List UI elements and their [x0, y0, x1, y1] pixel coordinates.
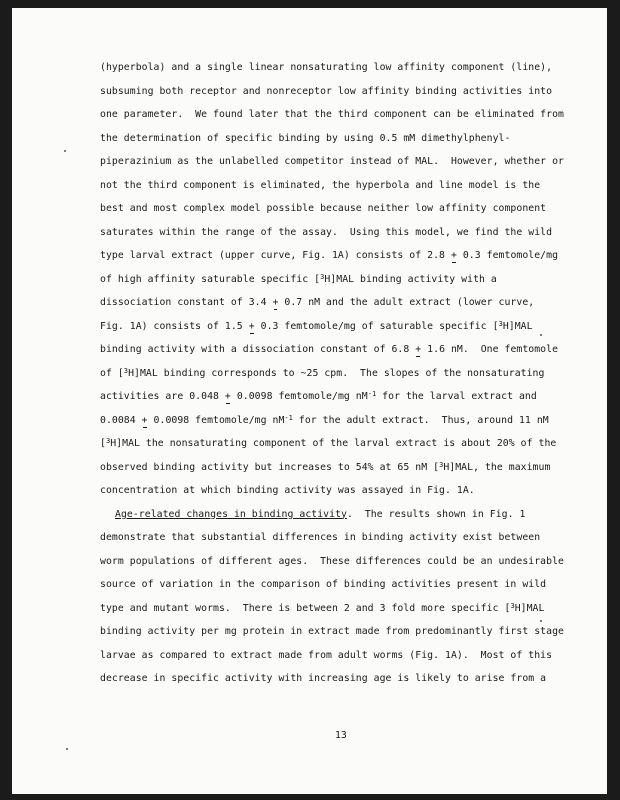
body-text-line: of high affinity saturable specific [$^3$H]MAL binding activity with a	[100, 272, 497, 285]
body-text-line: source of variation in the comparison of binding activities present in wild	[100, 579, 547, 590]
body-text-line: concentration at which binding activity was assayed in Fig. 1A.	[100, 485, 475, 496]
section-heading: Age-related changes in binding activity	[115, 508, 347, 520]
body-text-line: the determination of specific binding by using 0.5 mM dimethylphenyl-	[100, 132, 511, 144]
body-text-line: of [$^3$H]MAL binding corresponds to ~25 cpm. The slopes of the nonsaturating	[100, 366, 545, 379]
body-text-line: observed binding activity but increases to 54% at 65 nM [$^3$H]MAL, the maximum	[100, 460, 551, 473]
scan-speck	[540, 334, 542, 336]
body-text-line: worm populations of different ages. These differences could be an undesirable	[100, 555, 564, 567]
body-text-line: one parameter. We found later that the third component can be eliminated from	[100, 109, 564, 120]
body-text-line: binding activity with a dissociation constant of 6.8 + 1.6 nM. One femtomole	[100, 344, 559, 355]
scan-speck	[540, 620, 542, 622]
body-text-line: best and most complex model possible because neither low affinity component	[100, 203, 547, 214]
body-text-line: larvae as compared to extract made from adult worms (Fig. 1A). Most of this	[100, 649, 553, 661]
scan-speck	[66, 748, 68, 750]
scan-speck	[64, 150, 66, 152]
body-text-line: (hyperbola) and a single linear nonsaturating low affinity component (line),	[100, 62, 553, 73]
body-text-line: demonstrate that substantial differences in binding activity exist between	[100, 532, 541, 543]
body-text-line: subsuming both receptor and nonreceptor low affinity binding activities into	[100, 85, 553, 97]
body-text-line: decrease in specific activity with increasing age is likely to arise from a	[100, 673, 547, 684]
body-text-line: not the third component is eliminated, the hyperbola and line model is the	[100, 179, 541, 191]
heading-continuation: . The results shown in Fig. 1	[346, 508, 526, 520]
body-text-line: [$^3$H]MAL the nonsaturating component of the larval extract is about 20% of the	[100, 437, 557, 449]
body-text-line: dissociation constant of 3.4 + 0.7 nM and the adult extract (lower curve,	[100, 297, 535, 308]
body-text-line: binding activity per mg protein in extract made from predominantly first stage	[100, 626, 564, 637]
body-text-line: saturates within the range of the assay. Using this model, we find the wild	[100, 226, 553, 238]
body-text-line: type and mutant worms. There is between 2 and 3 fold more specific [$^3$H]MAL	[100, 601, 545, 614]
body-text-line: Fig. 1A) consists of 1.5 + 0.3 femtomole/mg of saturable specific [$^3$H]MAL	[100, 319, 533, 332]
page-number: 13	[335, 730, 347, 741]
body-text-line: 0.0084 + 0.0098 femtomole/mg $nM^{-1}$ for the adult extract. Thus, around 11 nM	[100, 413, 549, 426]
section-heading-line	[115, 509, 525, 521]
body-text-line: type larval extract (upper curve, Fig. 1A) consists of 2.8 + 0.3 femtomole/mg	[100, 250, 559, 261]
body-text-line: piperazinium as the unlabelled competitor instead of MAL. However, whether or	[100, 156, 564, 167]
body-text-line: activities are 0.048 + 0.0098 femtomole/mg $nM^{-1}$ for the larval extract and	[100, 390, 537, 402]
